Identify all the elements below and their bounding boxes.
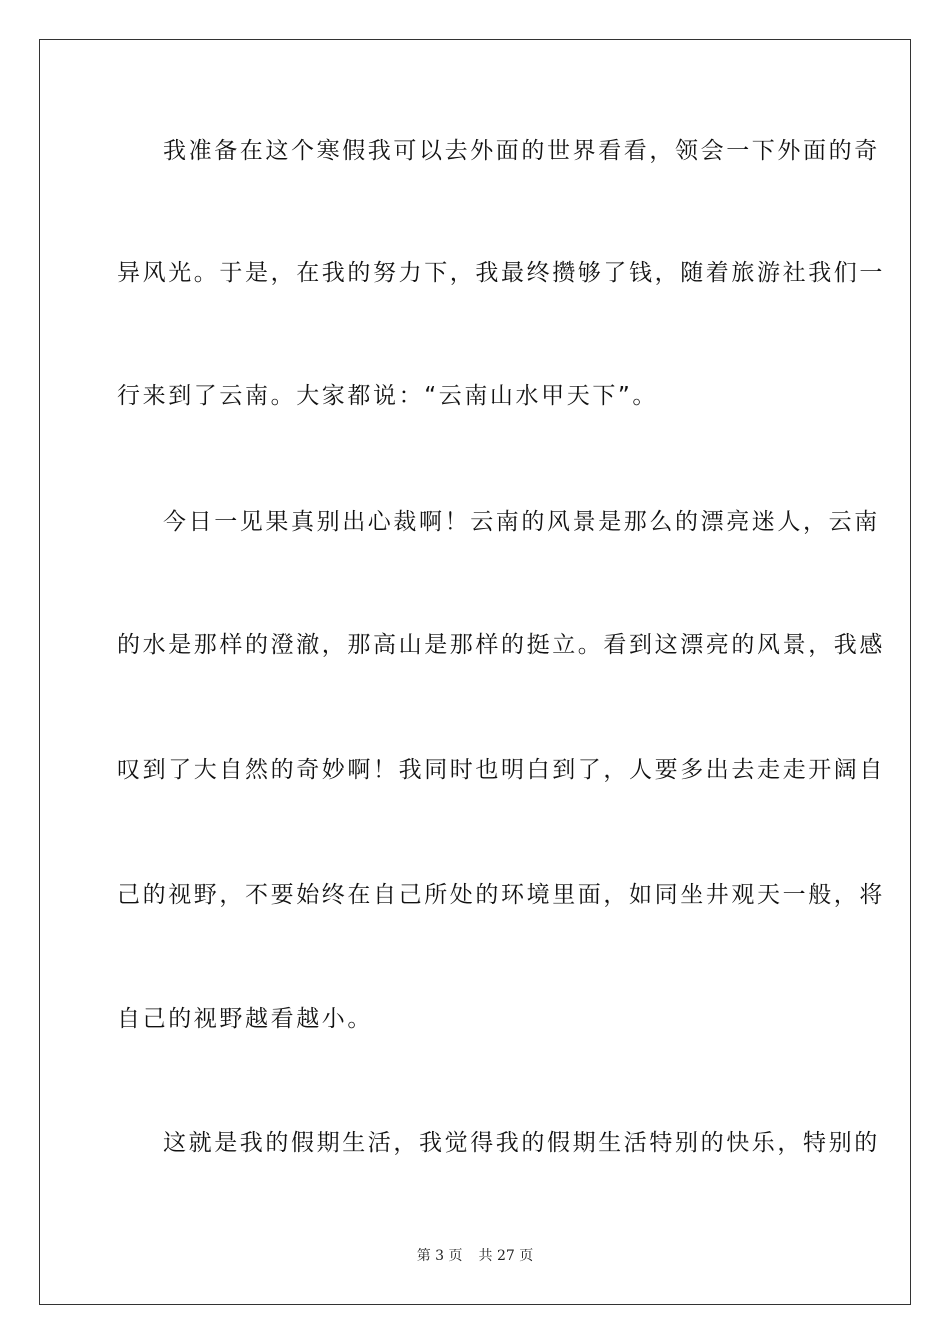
paragraph-line-1: 我准备在这个寒假我可以去外面的世界看看，领会一下外面的奇	[163, 138, 880, 164]
page-border	[39, 39, 911, 1305]
page-number: 第 3 页	[416, 1248, 463, 1264]
paragraph-line-2: 异风光。于是，在我的努力下，我最终攒够了钱，随着旅游社我们一	[117, 260, 885, 286]
paragraph-line-9: 这就是我的假期生活，我觉得我的假期生活特别的快乐，特别的	[163, 1130, 880, 1156]
paragraph-line-6: 叹到了大自然的奇妙啊！我同时也明白到了，人要多出去走走开阔自	[117, 757, 885, 783]
page-total: 共 27 页	[478, 1248, 534, 1264]
paragraph-line-3: 行来到了云南。大家都说：“云南山水甲天下”。	[117, 383, 659, 409]
paragraph-line-4: 今日一见果真别出心裁啊！云南的风景是那么的漂亮迷人，云南	[163, 509, 880, 535]
paragraph-line-5: 的水是那样的澄澈，那高山是那样的挺立。看到这漂亮的风景，我感	[117, 632, 885, 658]
paragraph-line-7: 己的视野，不要始终在自己所处的环境里面，如同坐井观天一般，将	[117, 882, 885, 908]
paragraph-line-8: 自己的视野越看越小。	[117, 1006, 373, 1032]
page-footer	[0, 1247, 950, 1265]
